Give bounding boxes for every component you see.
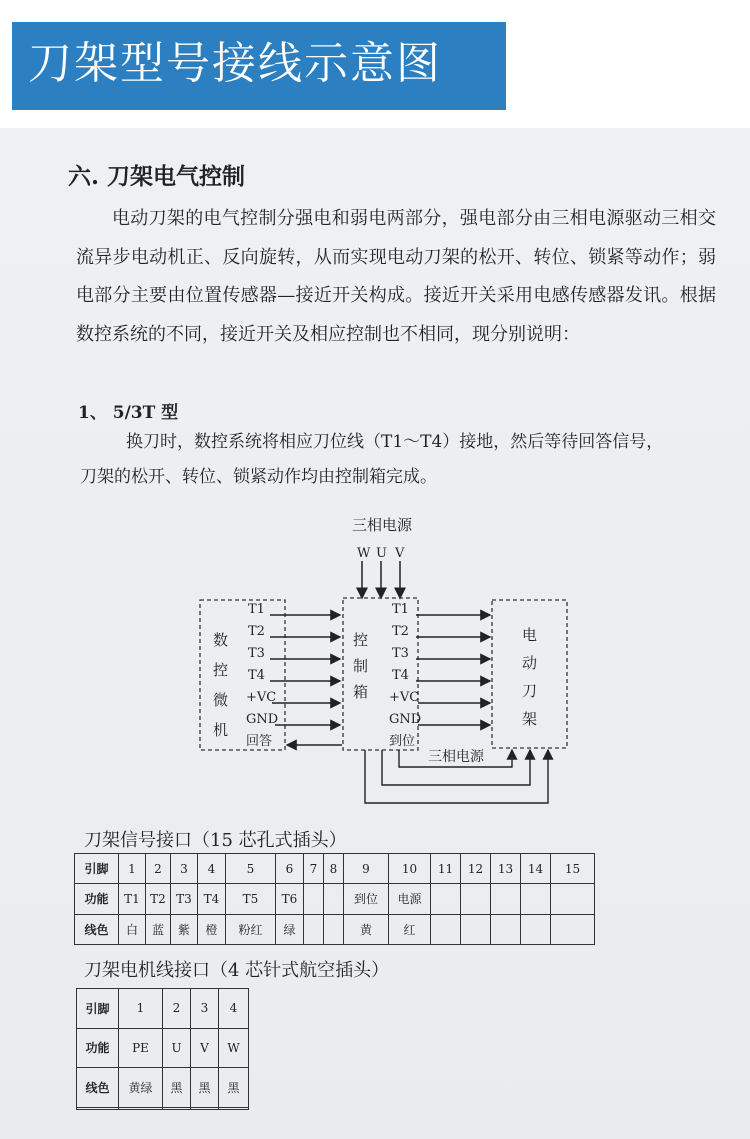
signal-cell: 紫 — [171, 914, 198, 944]
signal-row-wire-color — [75, 914, 595, 944]
signal-cell: 7 — [304, 854, 324, 884]
signal-cell — [551, 914, 595, 944]
signal-row-header: 功能 — [75, 884, 119, 914]
ctrl-signal-gnd: GND — [389, 712, 422, 727]
motor-interface-table — [76, 988, 249, 1110]
ctrl-signal-vc: +VC — [389, 690, 420, 705]
signal-cell — [461, 914, 491, 944]
motor-cell: 黑 — [163, 1068, 191, 1108]
signal-cell — [324, 884, 344, 914]
signal-row-pin — [75, 854, 595, 884]
signal-cell: T2 — [146, 884, 171, 914]
control-box-label-3: 箱 — [353, 683, 369, 701]
motor-row-empty — [77, 1107, 249, 1109]
cnc-box-label-1: 数 — [213, 631, 229, 649]
signal-cell — [551, 884, 595, 914]
motor-cell — [163, 1107, 191, 1109]
signal-cell: 11 — [431, 854, 461, 884]
phase-label-v: V — [395, 546, 405, 561]
motor-cell: U — [163, 1028, 191, 1068]
motor-cell — [119, 1107, 163, 1109]
signal-cell: 电源 — [389, 884, 431, 914]
signal-cell: 14 — [521, 854, 551, 884]
signal-cell: 白 — [119, 914, 146, 944]
cnc-signal-t4: T4 — [248, 668, 265, 683]
signal-cell — [521, 884, 551, 914]
motor-cell: 黑 — [191, 1068, 219, 1108]
turret-box-label-3: 刀 — [522, 682, 538, 700]
signal-cell: T4 — [198, 884, 226, 914]
signal-cell: 3 — [171, 854, 198, 884]
signal-cell: 绿 — [276, 914, 304, 944]
signal-cell — [461, 884, 491, 914]
signal-cell: T5 — [226, 884, 276, 914]
signal-row-function — [75, 884, 595, 914]
motor-cell — [191, 1107, 219, 1109]
motor-cell: 3 — [191, 989, 219, 1029]
motor-cell: 4 — [219, 989, 249, 1029]
turret-box-label-4: 架 — [522, 710, 538, 728]
turret-box-label-1: 电 — [522, 626, 538, 644]
cnc-signal-t3: T3 — [248, 646, 265, 661]
signal-cell: 5 — [226, 854, 276, 884]
cnc-box-label-3: 微 — [213, 691, 229, 709]
signal-cell: 10 — [389, 854, 431, 884]
ctrl-signal-t3: T3 — [392, 646, 409, 661]
signal-cell: 1 — [119, 854, 146, 884]
motor-cell: 黑 — [219, 1068, 249, 1108]
motor-row-pin — [77, 989, 249, 1029]
signal-cell: 12 — [461, 854, 491, 884]
page-title: 刀架型号接线示意图 — [28, 38, 442, 89]
ctrl-signal-t1: T1 — [392, 602, 409, 617]
bottom-power-label: 三相电源 — [428, 749, 484, 765]
ctrl-signal-t2: T2 — [392, 624, 409, 639]
signal-cell: T3 — [171, 884, 198, 914]
motor-cell: V — [191, 1028, 219, 1068]
signal-cell: 8 — [324, 854, 344, 884]
signal-cell: 4 — [198, 854, 226, 884]
signal-cell: 2 — [146, 854, 171, 884]
signal-cell: T6 — [276, 884, 304, 914]
signal-cell: 红 — [389, 914, 431, 944]
phase-label-w: W — [357, 546, 371, 561]
signal-cell: 15 — [551, 854, 595, 884]
control-box-label-2: 制 — [353, 657, 369, 675]
signal-cell — [304, 914, 324, 944]
motor-cell — [219, 1107, 249, 1109]
motor-cell: W — [219, 1028, 249, 1068]
cnc-signal-t2: T2 — [248, 624, 265, 639]
cnc-signal-vc: +VC — [246, 690, 277, 705]
signal-cell: 9 — [344, 854, 389, 884]
signal-row-header: 线色 — [75, 914, 119, 944]
signal-interface-table — [74, 853, 595, 945]
cnc-box-label-4: 机 — [213, 721, 229, 739]
ctrl-signal-t4: T4 — [392, 668, 409, 683]
motor-cell: PE — [119, 1028, 163, 1068]
phase-label-u: U — [376, 546, 387, 561]
signal-cell: 粉红 — [226, 914, 276, 944]
signal-cell: 到位 — [344, 884, 389, 914]
motor-cell: 1 — [119, 989, 163, 1029]
signal-cell — [431, 914, 461, 944]
signal-cell — [521, 914, 551, 944]
motor-row-function — [77, 1028, 249, 1068]
signal-cell: T1 — [119, 884, 146, 914]
signal-cell: 13 — [491, 854, 521, 884]
ctrl-signal-inpos: 到位 — [389, 734, 416, 749]
intro-paragraph: 电动刀架的电气控制分强电和弱电两部分，强电部分由三相电源驱动三相交流异步电动机正、反向旋转，从而实现电动刀架的松开、转位、锁紧等动作；弱电部分主要由位置传感器—接近开关构成。接近开关采用电感传感器发讯。根据数控系统的不同，接近开关及相应控制也不相同，现分别说明： — [76, 208, 716, 345]
motor-cell: 黄绿 — [119, 1068, 163, 1108]
signal-cell — [491, 914, 521, 944]
motor-row-header: 功能 — [77, 1028, 119, 1068]
signal-cell: 蓝 — [146, 914, 171, 944]
section-heading: 六. 刀架电气控制 — [68, 163, 246, 190]
motor-table-caption: 刀架电机线接口（4 芯针式航空插头） — [84, 960, 390, 981]
signal-cell — [304, 884, 324, 914]
cnc-signal-t1: T1 — [248, 602, 265, 617]
subsection-heading: 1、 5/3T 型 — [78, 403, 179, 423]
control-box-label-1: 控 — [353, 631, 369, 649]
cnc-signal-gnd: GND — [246, 712, 279, 727]
motor-row-wire-color — [77, 1068, 249, 1108]
power-label: 三相电源 — [352, 516, 413, 534]
signal-cell — [324, 914, 344, 944]
motor-row-header: 引脚 — [77, 989, 119, 1029]
signal-cell — [491, 884, 521, 914]
cnc-box-label-2: 控 — [213, 661, 229, 679]
turret-box-label-2: 动 — [522, 654, 538, 672]
signal-row-header: 引脚 — [75, 854, 119, 884]
signal-cell: 6 — [276, 854, 304, 884]
signal-cell — [431, 884, 461, 914]
signal-cell: 橙 — [198, 914, 226, 944]
wiring-diagram — [0, 505, 750, 815]
signal-cell: 黄 — [344, 914, 389, 944]
subsection-paragraph: 换刀时，数控系统将相应刀位线（T1～T4）接地，然后等待回答信号，刀架的松开、转位、锁紧动作均由控制箱完成。 — [80, 432, 664, 487]
signal-table-caption: 刀架信号接口（15 芯孔式插头） — [84, 830, 347, 851]
motor-row-header — [77, 1107, 119, 1109]
cnc-signal-answer: 回答 — [246, 734, 273, 749]
motor-row-header: 线色 — [77, 1068, 119, 1108]
motor-cell: 2 — [163, 989, 191, 1029]
